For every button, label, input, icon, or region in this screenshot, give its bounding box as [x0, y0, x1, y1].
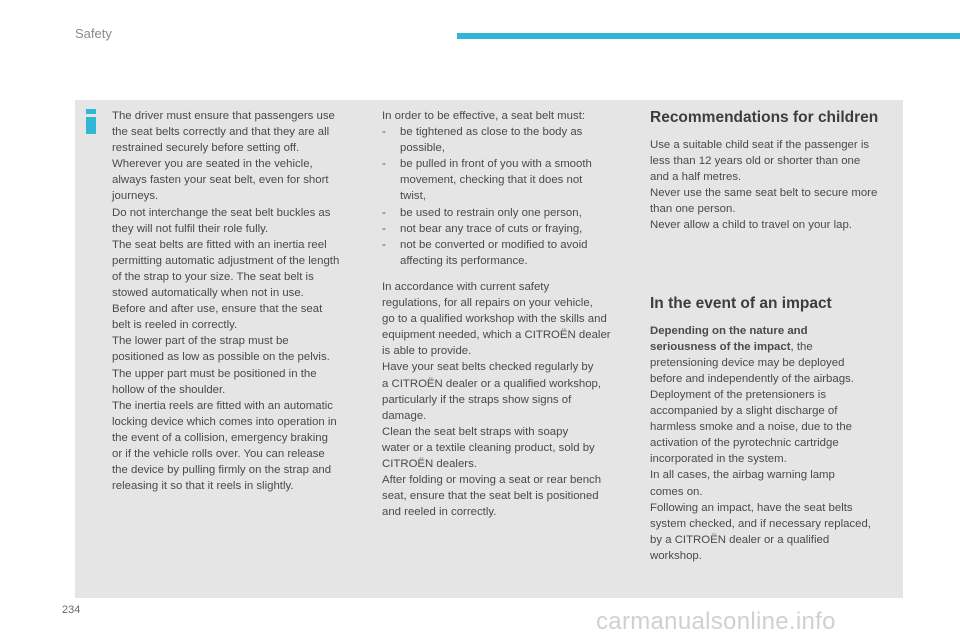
text-line: journeys. [112, 190, 159, 203]
text-line: system checked, and if necessary replaced, [650, 517, 871, 530]
list-item [382, 237, 630, 269]
text-line: regulations, for all repairs on your vehicle, [382, 297, 593, 310]
text-line: locking device which comes into operation in [112, 415, 337, 428]
text-line: or if the vehicle rolls over. You can release [112, 447, 325, 460]
text-line: workshop. [650, 549, 702, 562]
text-line: pretensioning device may be deployed [650, 356, 845, 369]
text-line: and a half metres. [650, 171, 742, 184]
text-line: Never allow a child to travel on your lap. [650, 219, 852, 232]
text-line: In accordance with current safety [382, 280, 550, 293]
seat-belt-usage-column [112, 108, 357, 494]
text-line: The seat belts are fitted with an inertia reel [112, 238, 327, 251]
text-line: Deployment of the pretensioners is [650, 388, 827, 401]
seat-belt-requirements-column [382, 108, 630, 520]
dash-marker: - [382, 158, 386, 171]
text-line: The upper part must be positioned in the [112, 367, 317, 380]
text-line: damage. [382, 409, 427, 422]
text-line: Wherever you are seated in the vehicle, [112, 158, 313, 171]
text-line: activation of the pyrotechnic cartridge [650, 437, 839, 450]
text-line: In all cases, the airbag warning lamp [650, 469, 835, 482]
dash-marker: - [382, 126, 386, 139]
text-line: Following an impact, have the seat belts [650, 501, 853, 514]
text-line: and reeled in correctly. [382, 506, 497, 519]
requirements-list [382, 124, 630, 269]
dash-marker: - [382, 222, 386, 235]
info-icon-dot [86, 109, 96, 114]
text-line: Do not interchange the seat belt buckles as [112, 206, 331, 219]
text-line: positioned as low as possible on the pelvis. [112, 351, 330, 364]
dash-marker: - [382, 238, 386, 251]
text-line: The driver must ensure that passengers use [112, 110, 335, 122]
text-line: Use a suitable child seat if the passenger is [650, 139, 870, 151]
text-line: CITROËN dealers. [382, 457, 477, 470]
text-line [650, 339, 900, 355]
text-line: the device by pulling firmly on the strap and [112, 464, 332, 477]
text-line: before and independently of the airbags. [650, 372, 854, 385]
text-line: Never use the same seat belt to secure more [650, 187, 878, 200]
dash-marker: - [382, 206, 386, 219]
text-line: The inertia reels are fitted with an automatic [112, 399, 333, 412]
text-line: particularly if the straps show signs of [382, 393, 572, 406]
text-line: be used to restrain only one person, [400, 206, 582, 219]
text-line: be tightened as close to the body as [400, 126, 583, 139]
text-line: than one person. [650, 203, 736, 216]
watermark: carmanualsonline.info [596, 608, 836, 635]
text-line: water or a textile cleaning product, sold by [382, 441, 595, 454]
text-line: of the strap to your size. The seat belt is [112, 270, 314, 283]
text-line: incorporated in the system. [650, 453, 787, 466]
text-line: accompanied by a slight discharge of [650, 405, 838, 418]
text-line: always fasten your seat belt, even for short [112, 174, 329, 187]
requirements-intro: In order to be effective, a seat belt must: [382, 110, 586, 122]
text-line: seat, ensure that the seat belt is positioned [382, 490, 599, 503]
text-fragment: , the [790, 340, 813, 353]
list-item [382, 156, 630, 204]
text-line: Clean the seat belt straps with soapy [382, 425, 569, 438]
children-and-impact-column [650, 108, 900, 564]
text-line: comes on. [650, 485, 703, 498]
text-line: be pulled in front of you with a smooth [400, 158, 592, 171]
info-icon-stem [86, 117, 96, 134]
text-line: releasing it so that it reels in slightly. [112, 480, 294, 493]
text-line: affecting its performance. [400, 254, 528, 267]
list-item [382, 221, 630, 237]
text-line: The lower part of the strap must be [112, 335, 289, 348]
text-line: stowed automatically when not in use. [112, 287, 304, 300]
list-item [382, 124, 630, 156]
text-line: hollow of the shoulder. [112, 383, 226, 396]
text-line: less than 12 years old or shorter than one [650, 155, 861, 168]
header-accent-bar [457, 33, 960, 39]
list-item [382, 205, 630, 221]
children-heading: Recommendations for children [650, 109, 879, 126]
text-line: by a CITROËN dealer or a qualified [650, 533, 830, 546]
bold-phrase: seriousness of the impact [650, 340, 791, 353]
text-line: harmless smoke and a noise, due to the [650, 421, 852, 434]
text-line: belt is reeled in correctly. [112, 319, 238, 332]
text-line-bold: Depending on the nature and [650, 324, 808, 337]
text-line: movement, checking that it does not [400, 174, 583, 187]
impact-heading: In the event of an impact [650, 294, 832, 312]
text-line: a CITROËN dealer or a qualified workshop, [382, 377, 602, 390]
info-icon [85, 109, 97, 134]
text-line: the seat belts correctly and that they are all [112, 126, 330, 139]
text-line: Have your seat belts checked regularly by [382, 361, 594, 374]
section-title: Safety [75, 26, 112, 41]
text-line: restrained securely before setting off. [112, 142, 300, 155]
text-line: equipment needed, which a CITROËN dealer [382, 329, 611, 342]
text-line: Before and after use, ensure that the seat [112, 303, 323, 316]
text-line: not be converted or modified to avoid [400, 238, 588, 251]
text-line: twist, [400, 190, 426, 203]
text-line: is able to provide. [382, 345, 472, 358]
text-line: After folding or moving a seat or rear bench [382, 474, 602, 487]
text-line: possible, [400, 142, 445, 155]
text-line: not bear any trace of cuts or fraying, [400, 222, 583, 235]
text-line: they will not fulfil their role fully. [112, 222, 269, 235]
page-number: 234 [62, 604, 81, 616]
text-line: permitting automatic adjustment of the length [112, 254, 340, 267]
text-line: go to a qualified workshop with the skills and [382, 313, 607, 326]
text-line: the event of a collision, emergency braking [112, 431, 328, 444]
